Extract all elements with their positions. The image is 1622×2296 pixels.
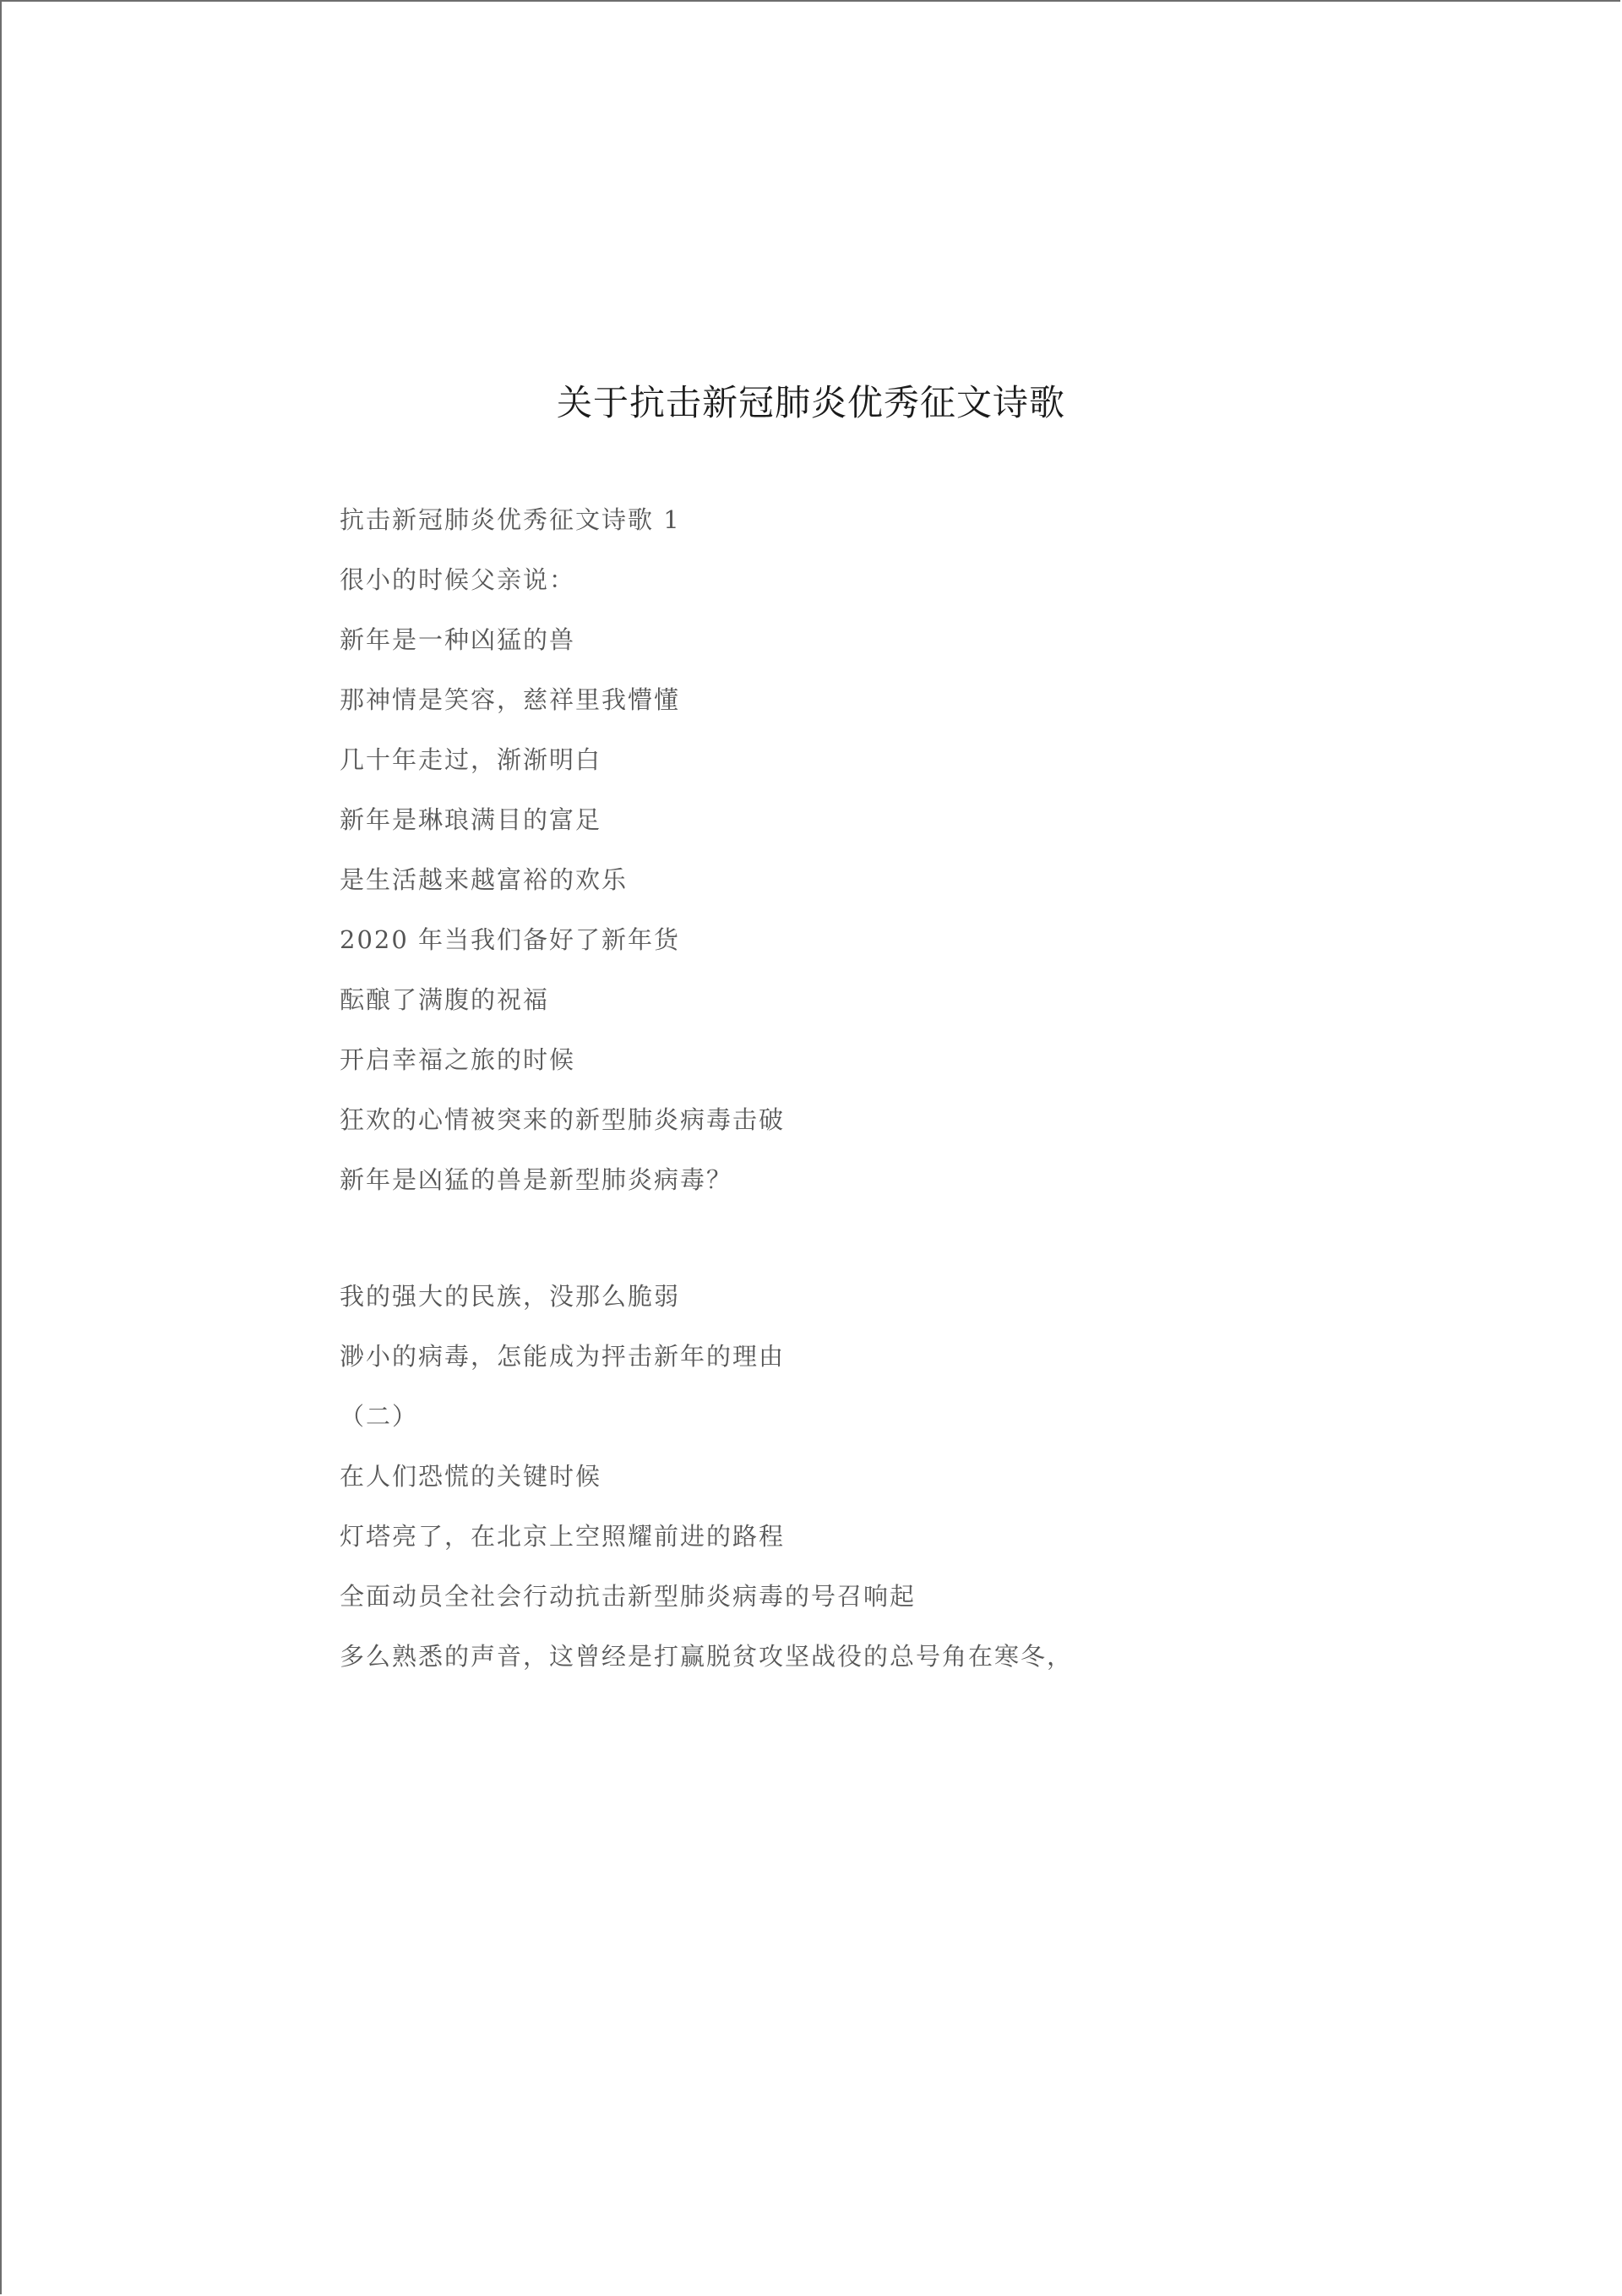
poem-line: 新年是琳琅满目的富足 bbox=[340, 805, 602, 834]
poem-line: 新年是凶猛的兽是新型肺炎病毒？ bbox=[340, 1165, 733, 1194]
poem-line: 几十年走过，渐渐明白 bbox=[340, 745, 602, 774]
poem-line: 开启幸福之旅的时候 bbox=[340, 1045, 576, 1074]
poem-line: 在人们恐慌的关键时候 bbox=[340, 1462, 602, 1491]
document-title: 关于抗击新冠肺炎优秀征文诗歌 bbox=[556, 382, 1065, 423]
poem-line: 全面动员全社会行动抗击新型肺炎病毒的号召响起 bbox=[340, 1582, 917, 1611]
poem-line: 酝酿了满腹的祝福 bbox=[340, 985, 550, 1014]
poem-line: 2020 年当我们备好了新年货 bbox=[340, 925, 681, 954]
poem-line: 狂欢的心情被突来的新型肺炎病毒击破 bbox=[340, 1105, 786, 1134]
poem-line: 那神情是笑容，慈祥里我懵懂 bbox=[340, 685, 681, 714]
poem-line: 新年是一种凶猛的兽 bbox=[340, 625, 576, 654]
poem-line: 多么熟悉的声音，这曾经是打赢脱贫攻坚战役的总号角在寒冬， bbox=[340, 1642, 1074, 1671]
poem-line: 是生活越来越富裕的欢乐 bbox=[340, 865, 629, 894]
poem-line: 抗击新冠肺炎优秀征文诗歌 1 bbox=[340, 505, 681, 534]
poem-body bbox=[340, 500, 1353, 1697]
poem-line: 很小的时候父亲说： bbox=[340, 565, 576, 594]
section-marker: （二） bbox=[340, 1402, 419, 1431]
poem-line: 灯塔亮了，在北京上空照耀前进的路程 bbox=[340, 1522, 786, 1551]
poem-line: 我的强大的民族，没那么脆弱 bbox=[340, 1282, 681, 1311]
blank-line bbox=[340, 1220, 1353, 1277]
poem-line: 渺小的病毒，怎能成为抨击新年的理由 bbox=[340, 1342, 786, 1371]
